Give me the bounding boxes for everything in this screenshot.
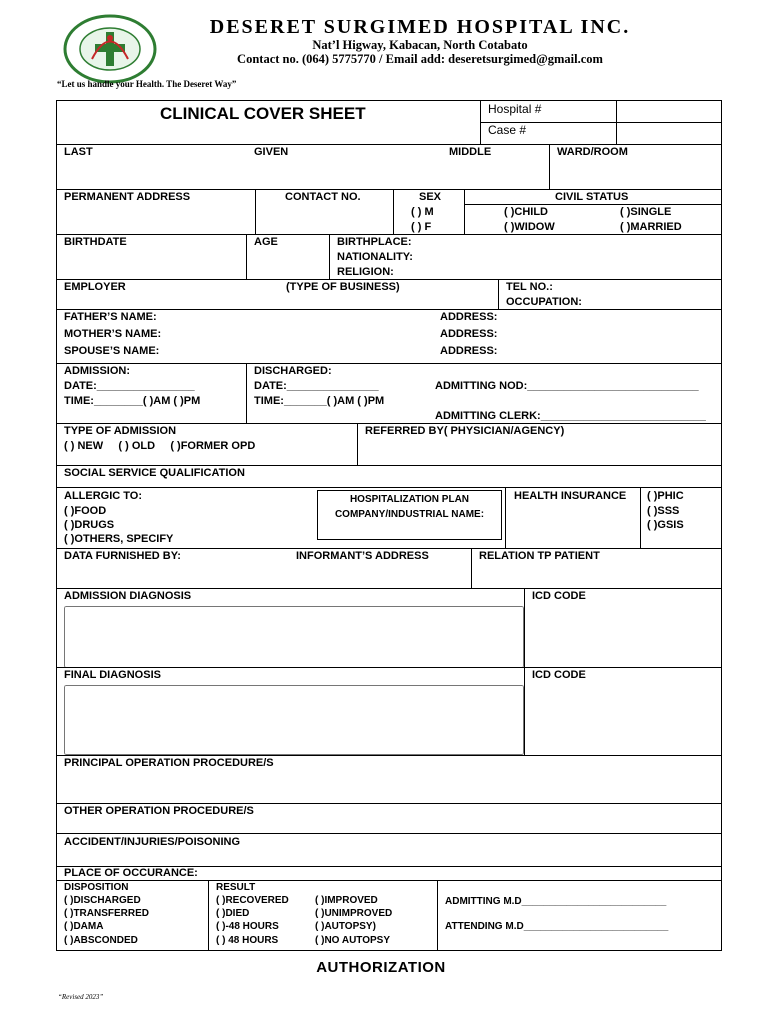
civil-status-label: CIVIL STATUS	[555, 191, 629, 203]
admitting-clerk-field[interactable]: ADMITTING CLERK:___________________________	[435, 410, 706, 422]
admitting-nod-field[interactable]: ADMITTING NOD:____________________________	[435, 380, 699, 392]
hospital-number-field[interactable]	[620, 103, 718, 119]
final-icd-code-label: ICD CODE	[532, 669, 586, 681]
principal-procedure-label: PRINCIPAL OPERATION PROCEDURE/S	[64, 757, 274, 769]
sex-female-option[interactable]: ( ) F	[411, 221, 432, 233]
hospitalization-plan-label: HOSPITALIZATION PLAN	[349, 494, 470, 505]
allergy-drugs-option[interactable]: ( )DRUGS	[64, 519, 115, 531]
spouse-address-label: ADDRESS:	[440, 345, 498, 357]
occupation-label: OCCUPATION:	[506, 296, 582, 308]
result-option[interactable]: ( )NO AUTOPSY	[315, 935, 391, 946]
insurance-phic-option[interactable]: ( )PHIC	[647, 490, 684, 502]
civil-widow-option[interactable]: ( )WIDOW	[504, 221, 555, 233]
employer-label: EMPLOYER	[64, 281, 126, 293]
last-name-label: LAST	[64, 146, 93, 158]
result-option[interactable]: ( )AUTOPSY)	[315, 921, 376, 932]
civil-single-option[interactable]: ( )SINGLE	[620, 206, 672, 218]
result-option[interactable]: ( )IMPROVED	[315, 895, 378, 906]
nationality-label: NATIONALITY:	[337, 251, 413, 263]
age-label: AGE	[254, 236, 278, 248]
admission-date-field[interactable]: DATE:________________	[64, 380, 195, 392]
business-type-label: (TYPE OF BUSINESS)	[286, 281, 400, 293]
informant-address-label: INFORMANT’S ADDRESS	[296, 550, 429, 562]
admission-diagnosis-field[interactable]	[64, 606, 524, 668]
disposition-option[interactable]: ( )DAMA	[64, 921, 104, 932]
admission-type-label: TYPE OF ADMISSION	[64, 425, 177, 437]
discharged-time-field[interactable]: TIME:_______( )AM ( )PM	[254, 395, 385, 407]
other-procedure-label: OTHER OPERATION PROCEDURE/S	[64, 805, 254, 817]
father-address-label: ADDRESS:	[440, 311, 498, 323]
disposition-option[interactable]: ( )ABSCONDED	[64, 935, 138, 946]
sex-label: SEX	[419, 191, 442, 203]
case-number-label: Case #	[488, 123, 527, 137]
ward-room-label: WARD/ROOM	[557, 146, 628, 158]
admitting-md-field[interactable]: ADMITTING M.D__________________________	[445, 896, 667, 907]
admission-label: ADMISSION:	[64, 365, 130, 377]
mother-name-label: MOTHER’S NAME:	[64, 328, 162, 340]
result-option[interactable]: ( )RECOVERED	[216, 895, 289, 906]
result-option[interactable]: ( ) 48 HOURS	[216, 935, 279, 946]
admission-time-field[interactable]: TIME:________( )AM ( )PM	[64, 395, 201, 407]
result-option[interactable]: ( )DIED	[216, 908, 250, 919]
allergy-food-option[interactable]: ( )FOOD	[64, 505, 107, 517]
social-service-label: SOCIAL SERVICE QUALIFICATION	[64, 467, 245, 479]
birthdate-label: BIRTHDATE	[64, 236, 127, 248]
insurance-sss-option[interactable]: ( )SSS	[647, 505, 680, 517]
form-title: CLINICAL COVER SHEET	[160, 104, 366, 123]
discharged-label: DISCHARGED:	[254, 365, 332, 377]
allergic-to-label: ALLERGIC TO:	[64, 490, 143, 502]
allergy-others-option[interactable]: ( )OTHERS, SPECIFY	[64, 533, 174, 545]
hospital-contact: Contact no. (064) 5775770 / Email add: deseretsurgimed@gmail.com	[237, 52, 603, 66]
case-number-field[interactable]	[620, 125, 718, 141]
tel-no-label: TEL NO.:	[506, 281, 553, 293]
disposition-option[interactable]: ( )DISCHARGED	[64, 895, 141, 906]
admission-diagnosis-label: ADMISSION DIAGNOSIS	[64, 590, 192, 602]
hospital-number-label: Hospital #	[488, 102, 542, 116]
tagline: “Let us handle your Health. The Deseret Way”	[57, 79, 237, 89]
admission-icd-code-label: ICD CODE	[532, 590, 586, 602]
authorization-heading: AUTHORIZATION	[316, 959, 446, 976]
result-label: RESULT	[216, 882, 256, 893]
civil-married-option[interactable]: ( )MARRIED	[620, 221, 682, 233]
result-option[interactable]: ( )UNIMPROVED	[315, 908, 393, 919]
disposition-option[interactable]: ( )TRANSFERRED	[64, 908, 149, 919]
result-option[interactable]: ( )-48 HOURS	[216, 921, 279, 932]
health-insurance-label: HEALTH INSURANCE	[514, 490, 627, 502]
hospital-name: DESERET SURGIMED HOSPITAL INC.	[209, 16, 631, 38]
accident-label: ACCIDENT/INJURIES/POISONING	[64, 836, 241, 848]
attending-md-field[interactable]: ATTENDING M.D__________________________	[445, 921, 669, 932]
discharged-date-field[interactable]: DATE:_______________	[254, 380, 379, 392]
company-name-label: COMPANY/INDUSTRIAL NAME:	[334, 509, 485, 520]
disposition-label: DISPOSITION	[64, 882, 129, 893]
insurance-gsis-option[interactable]: ( )GSIS	[647, 519, 684, 531]
birthplace-label: BIRTHPLACE:	[337, 236, 412, 248]
final-diagnosis-field[interactable]	[64, 685, 524, 755]
permanent-address-label: PERMANENT ADDRESS	[64, 191, 191, 203]
contact-no-label: CONTACT NO.	[285, 191, 361, 203]
given-name-label: GIVEN	[254, 146, 289, 158]
admission-type-options[interactable]: ( ) NEW ( ) OLD ( )FORMER OPD	[64, 440, 256, 452]
spouse-name-label: SPOUSE’S NAME:	[64, 345, 160, 357]
hospital-logo	[62, 14, 158, 84]
sex-male-option[interactable]: ( ) M	[411, 206, 434, 218]
revised-note: “Revised 2023”	[58, 993, 104, 1001]
relation-to-patient-label: RELATION TP PATIENT	[479, 550, 600, 562]
final-diagnosis-label: FINAL DIAGNOSIS	[64, 669, 161, 681]
place-of-occurance-label: PLACE OF OCCURANCE:	[64, 867, 198, 879]
hospital-address: Nat’l Higway, Kabacan, North Cotabato	[312, 38, 528, 52]
civil-child-option[interactable]: ( )CHILD	[504, 206, 548, 218]
data-furnished-label: DATA FURNISHED BY:	[64, 550, 181, 562]
mother-address-label: ADDRESS:	[440, 328, 498, 340]
referred-by-label: REFERRED BY( PHYSICIAN/AGENCY)	[365, 425, 565, 437]
religion-label: RELIGION:	[337, 266, 394, 278]
father-name-label: FATHER’S NAME:	[64, 311, 157, 323]
middle-name-label: MIDDLE	[449, 146, 492, 158]
